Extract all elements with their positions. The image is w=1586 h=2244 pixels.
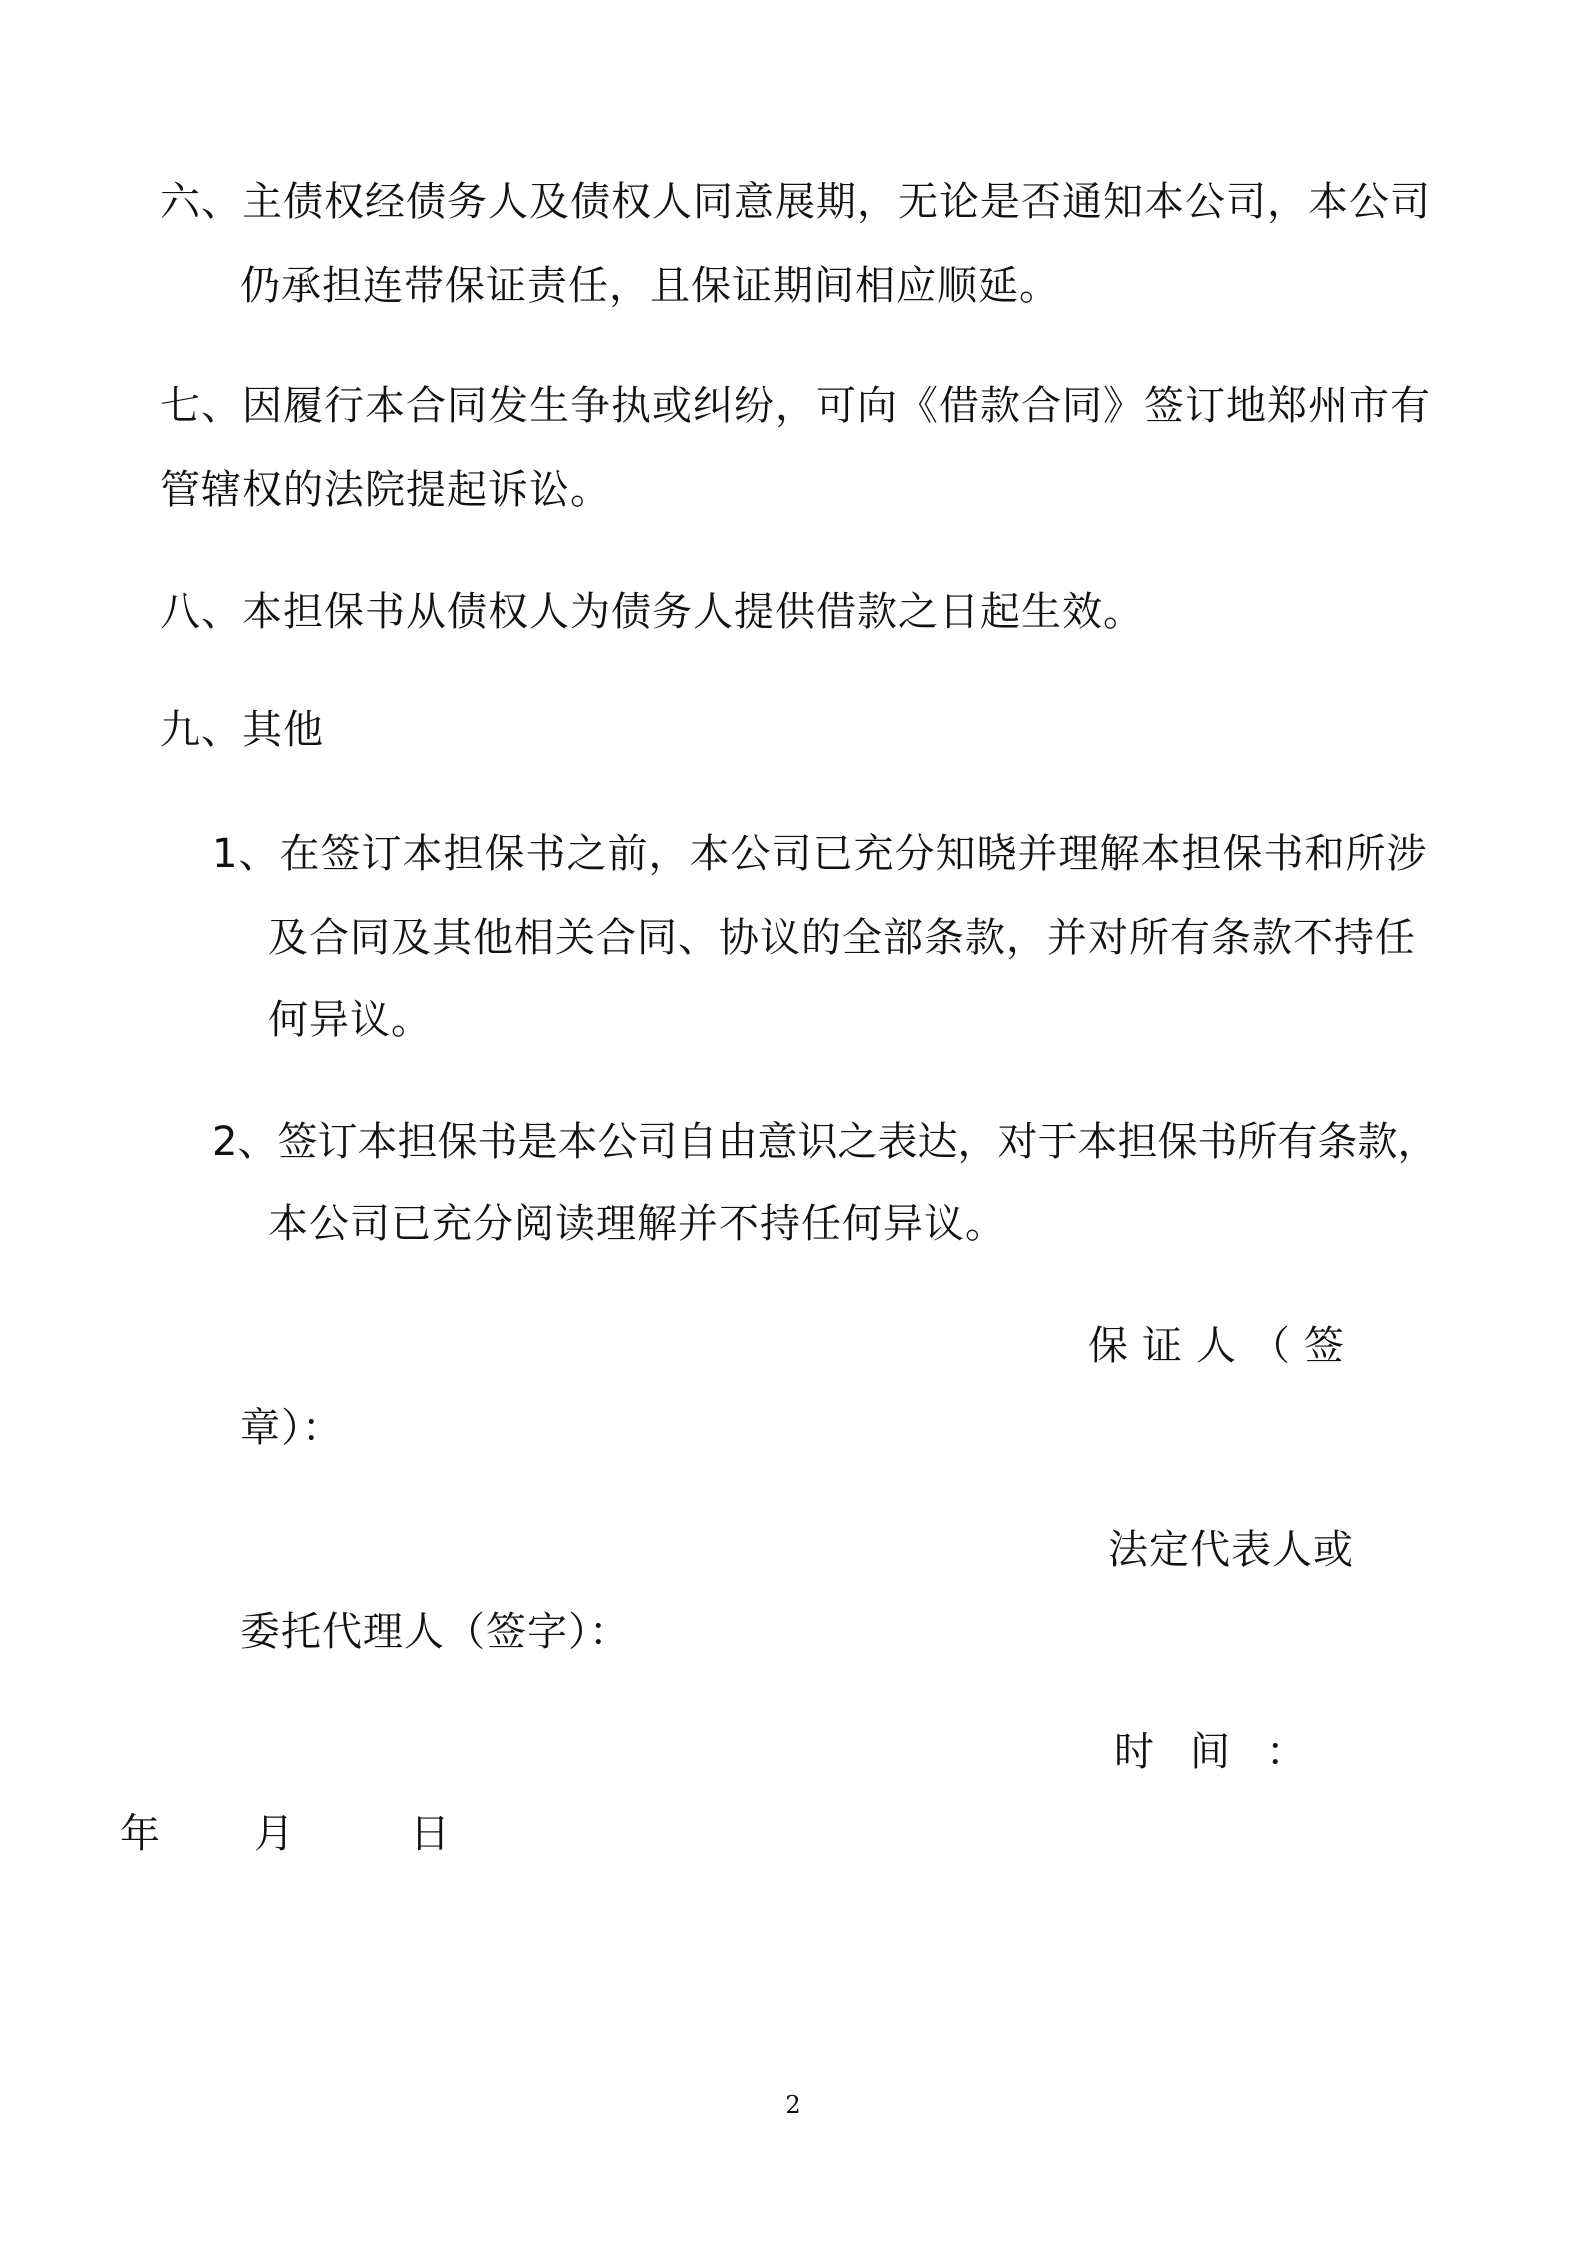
clause-nine-item-2-line-2: 本公司已充分阅读理解并不持任何异议。: [268, 1201, 1006, 1247]
clause-nine-item-1-line-1: 1、在签订本担保书之前，本公司已充分知晓并理解本担保书和所涉: [212, 831, 1428, 877]
clause-seven-line-1: 七、因履行本合同发生争执或纠纷，可向《借款合同》签订地郑州市有: [160, 383, 1431, 429]
page-number: 2: [785, 2091, 801, 2119]
date-month: 月: [254, 1811, 294, 1857]
clause-nine-item-1-line-2: 及合同及其他相关合同、协议的全部条款，并对所有条款不持任: [268, 915, 1416, 961]
legal-representative-label: 法定代表人或: [1108, 1527, 1354, 1573]
clause-six-line-2: 仍承担连带保证责任，且保证期间相应顺延。: [240, 263, 1060, 309]
date-year: 年: [120, 1811, 160, 1857]
guarantor-label: 保证人（签: [1088, 1323, 1358, 1369]
clause-six-line-1: 六、主债权经债务人及债权人同意展期，无论是否通知本公司，本公司: [160, 179, 1431, 225]
clause-nine-item-2-line-1: 2、签订本担保书是本公司自由意识之表达，对于本担保书所有条款，: [212, 1119, 1438, 1165]
clause-nine-item-1-line-3: 何异议。: [268, 997, 432, 1043]
time-label: 时间：: [1114, 1729, 1342, 1775]
date-day: 日: [410, 1811, 450, 1857]
clause-seven-line-2: 管辖权的法院提起诉讼。: [160, 467, 611, 513]
agent-signature-label: 委托代理人（签字）：: [240, 1609, 630, 1655]
clause-eight-line-1: 八、本担保书从债权人为债务人提供借款之日起生效。: [160, 589, 1144, 635]
clause-nine-heading: 九、其他: [160, 707, 324, 753]
guarantor-label-continued: 章）：: [240, 1405, 343, 1451]
